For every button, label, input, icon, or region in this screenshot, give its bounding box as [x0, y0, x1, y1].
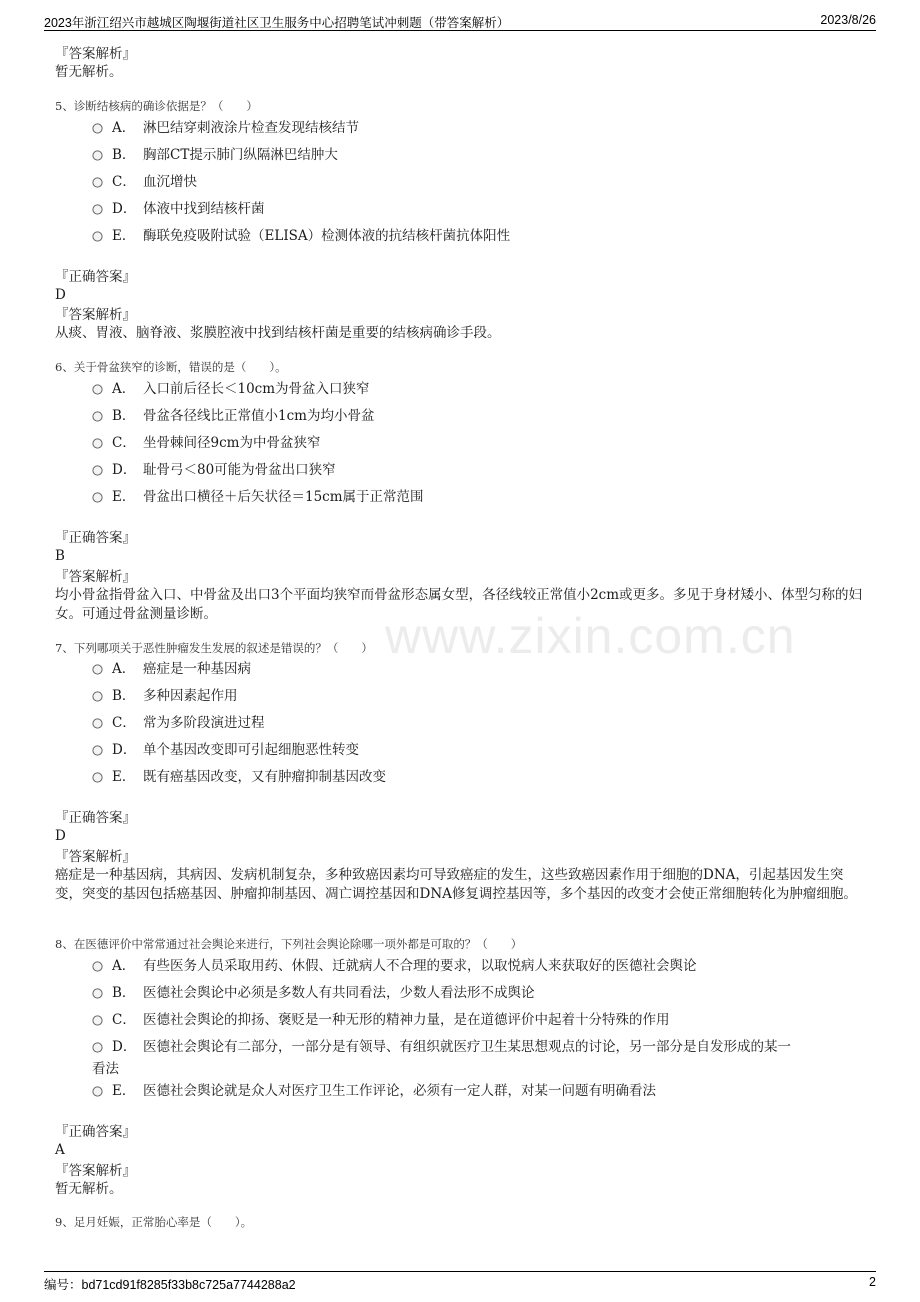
document-code: 编号：bd71cd91f8285f33b8c725a7744288a2: [44, 1278, 296, 1292]
option-text: 既有癌基因改变，又有肿瘤抑制基因改变: [143, 769, 386, 785]
option-letter: D．: [112, 462, 137, 478]
radio-icon[interactable]: [92, 411, 103, 422]
answer-value: A: [55, 1142, 65, 1158]
option-letter: D．: [112, 201, 137, 217]
option-letter: C．: [112, 435, 136, 451]
answer-label: 『正确答案』: [55, 1124, 136, 1140]
option-text: 医德社会舆论有二部分，一部分是有领导、有组织就医疗卫生某思想观点的讨论，另一部分是自发形成的某一: [143, 1039, 791, 1055]
radio-icon[interactable]: [92, 1015, 103, 1026]
answer-value: B: [55, 548, 65, 564]
answer-value: D: [55, 287, 66, 303]
option-text: 坐骨棘间径9cm为中骨盆狭窄: [143, 435, 321, 451]
analysis-text: 暂无解析。: [55, 64, 123, 80]
answer-label: 『正确答案』: [55, 530, 136, 546]
option-text: 淋巴结穿刺液涂片检查发现结核结节: [143, 120, 359, 136]
option-letter: E．: [112, 1083, 136, 1099]
option-text: 骨盆出口横径＋后矢状径＝15cm属于正常范围: [143, 489, 424, 505]
option-text: 骨盆各径线比正常值小1cm为均小骨盆: [143, 408, 375, 424]
radio-icon[interactable]: [92, 772, 103, 783]
option-text: 常为多阶段演进过程: [143, 715, 265, 731]
radio-icon[interactable]: [92, 1086, 103, 1097]
radio-icon[interactable]: [92, 384, 103, 395]
option-letter: E．: [112, 228, 136, 244]
header-date: 2023/8/26: [820, 13, 876, 27]
answer-label: 『正确答案』: [55, 269, 136, 285]
radio-icon[interactable]: [92, 492, 103, 503]
question-stem: 8、在医德评价中常常通过社会舆论来进行，下列社会舆论除哪一项外都是可取的？（ ）: [55, 937, 523, 951]
option-text: 癌症是一种基因病: [143, 661, 251, 677]
option-letter: D．: [112, 1039, 137, 1055]
header-title: 2023年浙江绍兴市越城区陶堰街道社区卫生服务中心招聘笔试冲刺题（带答案解析）: [44, 16, 510, 30]
option-letter: A．: [112, 381, 136, 397]
option-letter: B．: [112, 147, 136, 163]
radio-icon[interactable]: [92, 177, 103, 188]
page-footer: [44, 1271, 876, 1292]
answer-label: 『正确答案』: [55, 810, 136, 826]
option-letter: A．: [112, 661, 136, 677]
question-stem: 7、下列哪项关于恶性肿瘤发生发展的叙述是错误的？（ ）: [55, 641, 373, 655]
radio-icon[interactable]: [92, 988, 103, 999]
option-text: 胸部CT提示肺门纵隔淋巴结肿大: [143, 147, 338, 163]
analysis-label: 『答案解析』: [55, 307, 136, 323]
radio-icon[interactable]: [92, 204, 103, 215]
question-stem: 6、关于骨盆狭窄的诊断，错误的是（ ）。: [55, 360, 287, 374]
question-stem: 9、足月妊娠，正常胎心率是（ ）。: [55, 1215, 253, 1229]
radio-icon[interactable]: [92, 664, 103, 675]
radio-icon[interactable]: [92, 438, 103, 449]
analysis-text: 暂无解析。: [55, 1181, 123, 1197]
option-text: 多种因素起作用: [143, 688, 238, 704]
page-number: 2: [869, 1275, 876, 1289]
option-text: 酶联免疫吸附试验（ELISA）检测体液的抗结核杆菌抗体阳性: [143, 228, 511, 244]
radio-icon[interactable]: [92, 123, 103, 134]
radio-icon[interactable]: [92, 718, 103, 729]
option-letter: A．: [112, 958, 136, 974]
option-letter: C．: [112, 174, 136, 190]
radio-icon[interactable]: [92, 961, 103, 972]
option-text: 医德社会舆论中必须是多数人有共同看法，少数人看法形不成舆论: [143, 985, 535, 1001]
option-letter: E．: [112, 769, 136, 785]
radio-icon[interactable]: [92, 1042, 103, 1053]
option-letter: A．: [112, 120, 136, 136]
option-letter: B．: [112, 688, 136, 704]
radio-icon[interactable]: [92, 231, 103, 242]
watermark: www.zixin.com.cn: [385, 608, 796, 664]
radio-icon[interactable]: [92, 691, 103, 702]
option-text-continued: 看法: [92, 1061, 119, 1077]
option-text: 耻骨弓＜80可能为骨盆出口狭窄: [143, 462, 336, 478]
option-letter: D．: [112, 742, 137, 758]
option-text: 体液中找到结核杆菌: [143, 201, 265, 217]
analysis-text: 从痰、胃液、脑脊液、浆膜腔液中找到结核杆菌是重要的结核病确诊手段。: [55, 325, 501, 341]
option-text: 单个基因改变即可引起细胞恶性转变: [143, 742, 359, 758]
analysis-label: 『答案解析』: [55, 569, 136, 585]
question-stem: 5、诊断结核病的确诊依据是？（ ）: [55, 99, 258, 113]
option-text: 入口前后径长＜10cm为骨盆入口狭窄: [143, 381, 370, 397]
option-letter: B．: [112, 985, 136, 1001]
radio-icon[interactable]: [92, 745, 103, 756]
option-letter: B．: [112, 408, 136, 424]
page-header: [44, 10, 876, 31]
radio-icon[interactable]: [92, 150, 103, 161]
analysis-label: 『答案解析』: [55, 46, 136, 62]
option-letter: E．: [112, 489, 136, 505]
analysis-label: 『答案解析』: [55, 1163, 136, 1179]
option-text: 医德社会舆论的抑扬、褒贬是一种无形的精神力量，是在道德评价中起着十分特殊的作用: [143, 1012, 670, 1028]
option-letter: C．: [112, 1012, 136, 1028]
radio-icon[interactable]: [92, 465, 103, 476]
answer-value: D: [55, 828, 66, 844]
analysis-label: 『答案解析』: [55, 849, 136, 865]
option-text: 血沉增快: [143, 174, 197, 190]
option-text: 有些医务人员采取用药、休假、迁就病人不合理的要求，以取悦病人来获取好的医德社会舆论: [143, 958, 697, 974]
option-letter: C．: [112, 715, 136, 731]
option-text: 医德社会舆论就是众人对医疗卫生工作评论，必须有一定人群，对某一问题有明确看法: [143, 1083, 656, 1099]
analysis-text: 癌症是一种基因病，其病因、发病机制复杂，多种致癌因素均可导致癌症的发生，这些致癌因素作用于细胞的DNA，引起基因发生突变，突变的基因包括癌基因、肿瘤抑制基因、凋亡调控基因和DNA修复调控基因等，多个基因的改变才会使正常细胞转化为肿瘤细胞。: [55, 867, 857, 902]
analysis-text: 均小骨盆指骨盆入口、中骨盆及出口3个平面均狭窄而骨盆形态属女型，各径线较正常值小2cm或更多。多见于身材矮小、体型匀称的妇女。可通过骨盆测量诊断。: [55, 587, 863, 622]
